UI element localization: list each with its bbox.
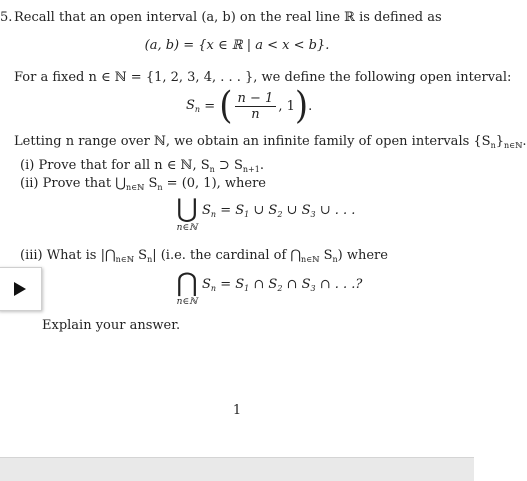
- play-icon: [13, 281, 27, 297]
- union-operator: [176, 196, 198, 233]
- part-ii-label: (ii): [20, 176, 39, 191]
- family-statement: Letting n range over ℕ, we obtain an infinite family of open intervals $\{S_n\}_{n\in ℕ}$.: [14, 134, 527, 150]
- part-iii-label: (iii): [20, 248, 43, 263]
- sn-end: .: [308, 98, 313, 114]
- sn-fraction: [235, 91, 277, 122]
- fixed-n-statement: For a fixed n ∈ ℕ = {1, 2, 3, 4, . . . }, we define the following open interval:: [14, 70, 512, 85]
- sn-close-paren: ): [294, 84, 309, 128]
- part-iii: (iii) What is $|⋂_{n\in ℕ}$ $S_n|$ (i.e. the cardinal of $⋂_{n\in ℕ}$ $S_n$) where: [20, 248, 388, 264]
- union-symbol: ⋃: [176, 194, 198, 224]
- intersection-symbol: ⋂: [176, 268, 198, 298]
- union-index: n∈ℕ: [176, 223, 198, 233]
- intersection-rhs: $S_n = S_1$ ∩ $S_2$ ∩ $S_3$ ∩ . . .?: [202, 277, 363, 293]
- sn-fraction-numerator: n − 1: [235, 91, 277, 107]
- play-button[interactable]: [0, 267, 42, 311]
- part-ii: (ii) Prove that $⋃_{n\in ℕ}$ $S_n = (0$, 1), where: [20, 176, 267, 192]
- interval-definition: (a, b) = {x ∈ ℝ | a < x < b}.: [144, 38, 330, 53]
- sn-definition: [186, 84, 313, 128]
- bottom-bar: [0, 457, 474, 481]
- sn-open-paren: (: [219, 84, 233, 128]
- sn-fraction-denominator: n: [251, 106, 260, 122]
- problem-intro: Recall that an open interval (a, b) on the real line ℝ is defined as: [14, 10, 442, 25]
- intersection-display: [176, 270, 362, 307]
- sn-equals: =: [200, 98, 220, 114]
- page-number: 1: [232, 403, 242, 418]
- explain-instruction: Explain your answer.: [42, 318, 181, 333]
- part-i-label: (i): [20, 158, 35, 173]
- problem-number: 5.: [0, 10, 13, 25]
- intersection-index: n∈ℕ: [176, 297, 198, 307]
- sn-after-fraction: , 1: [278, 98, 295, 114]
- union-rhs: $S_n = S_1$ ∪ $S_2$ ∪ $S_3$ ∪ . . .: [202, 203, 356, 219]
- part-i: (i) Prove that for all n ∈ ℕ, $S_n$ ⊃ $S_{n+1}$.: [20, 158, 264, 174]
- intersection-operator: [176, 270, 198, 307]
- union-display: [176, 196, 355, 233]
- sn-lhs: $S_n$: [186, 98, 201, 114]
